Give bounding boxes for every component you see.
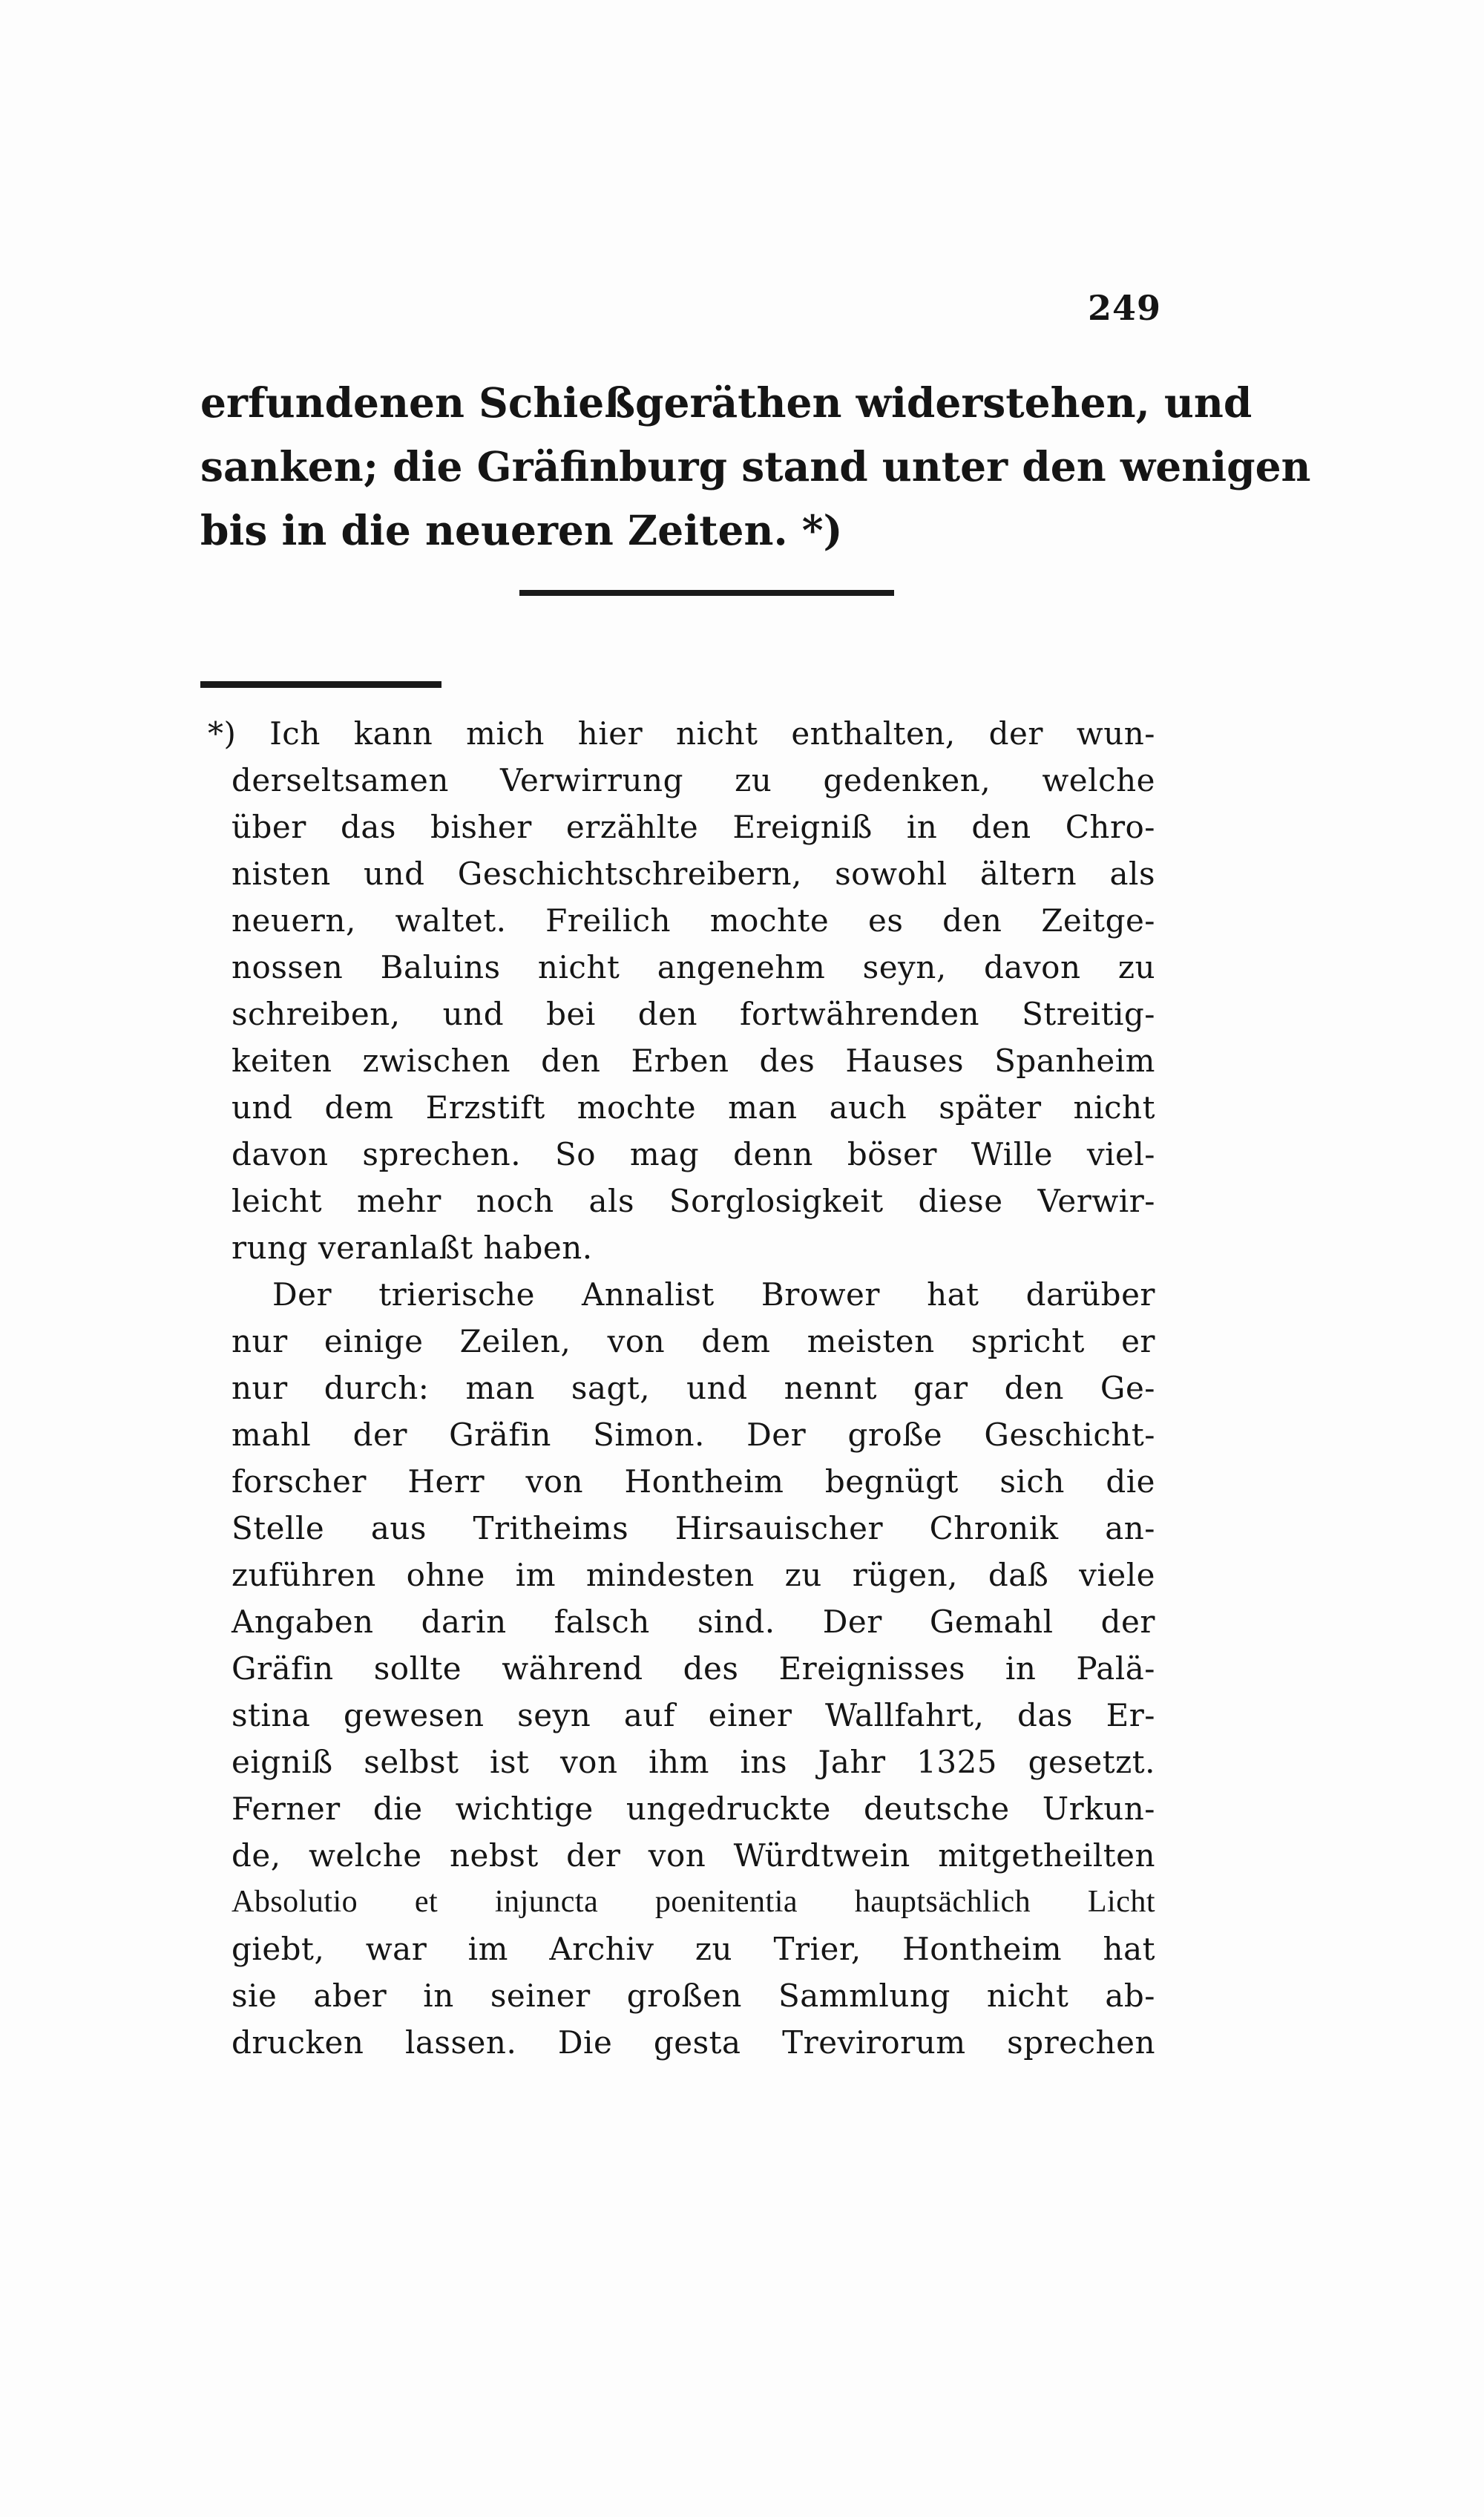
footnote-line: und dem Erzstift mochte man auch später nicht [232, 1089, 1155, 1126]
footnote-line: nossen Baluins nicht angenehm seyn, davon zu [232, 949, 1155, 985]
footnote-line: schreiben, und bei den fortwährenden Streitig- [232, 996, 1155, 1032]
footnote-line: Gräfin sollte während des Ereignisses in Palä- [232, 1650, 1155, 1687]
footnote-line: nisten und Geschichtschreibern, sowohl ältern als [232, 856, 1155, 892]
footnote-line: sie aber in seiner großen Sammlung nicht ab- [232, 1978, 1155, 2014]
main-text [200, 371, 1311, 562]
footnote-separator-rule [200, 681, 441, 688]
footnote-line: de, welche nebst der von Würdtwein mitgetheilten [232, 1837, 1155, 1874]
footnote-line: nur einige Zeilen, von dem meisten spricht er [232, 1323, 1155, 1359]
footnote-line: eigniß selbst ist von ihm ins Jahr 1325 gesetzt. [232, 1744, 1155, 1780]
footnote-line: Angaben darin falsch sind. Der Gemahl der [232, 1604, 1155, 1640]
footnote-line: über das bisher erzählte Ereigniß in den Chro- [232, 809, 1155, 845]
footnote-line: davon sprechen. So mag denn böser Wille viel- [232, 1136, 1155, 1172]
footnote-line: mahl der Gräfin Simon. Der große Geschicht- [232, 1417, 1155, 1453]
text-line: erfundenen Schießgeräthen widerstehen, und [200, 378, 1252, 427]
footnote-line: forscher Herr von Hontheim begnügt sich die [232, 1463, 1155, 1500]
footnote-line: neuern, waltet. Freilich mochte es den Zeitge- [232, 902, 1155, 939]
footnote-line: Der trierische Annalist Brower hat darüber [272, 1276, 1155, 1313]
footnote-line: giebt, war im Archiv zu Trier, Hontheim hat [232, 1931, 1155, 1967]
footnote-line: Ferner die wichtige ungedruckte deutsche Urkun- [232, 1791, 1155, 1827]
section-end-rule [519, 590, 894, 596]
footnote-line: zuführen ohne im mindesten zu rügen, daß viele [232, 1557, 1155, 1593]
footnote-line: drucken lassen. Die gesta Trevirorum sprechen [232, 2024, 1155, 2061]
footnote [208, 710, 1155, 2066]
footnote-line: Absolutio et injuncta poenitentia hauptsächlich Licht [232, 1885, 1155, 1919]
footnote-line: keiten zwischen den Erben des Hauses Spanheim [232, 1043, 1155, 1079]
footnote-line: derseltsamen Verwirrung zu gedenken, welche [232, 762, 1155, 798]
page-number: 249 [1087, 288, 1161, 328]
footnote-line: *) Ich kann mich hier nicht enthalten, der wun- [208, 715, 1155, 752]
text-line: bis in die neueren Zeiten. *) [200, 506, 843, 554]
text-line: sanken; die Gräfinburg stand unter den wenigen [200, 442, 1311, 490]
footnote-line: rung veranlaßt haben. [232, 1230, 593, 1266]
footnote-line: stina gewesen seyn auf einer Wallfahrt, das Er- [232, 1697, 1155, 1733]
footnote-line: Stelle aus Tritheims Hirsauischer Chronik an- [232, 1510, 1155, 1546]
footnote-line: nur durch: man sagt, und nennt gar den Ge- [232, 1370, 1155, 1406]
footnote-line: leicht mehr noch als Sorglosigkeit diese Verwir- [232, 1183, 1155, 1219]
